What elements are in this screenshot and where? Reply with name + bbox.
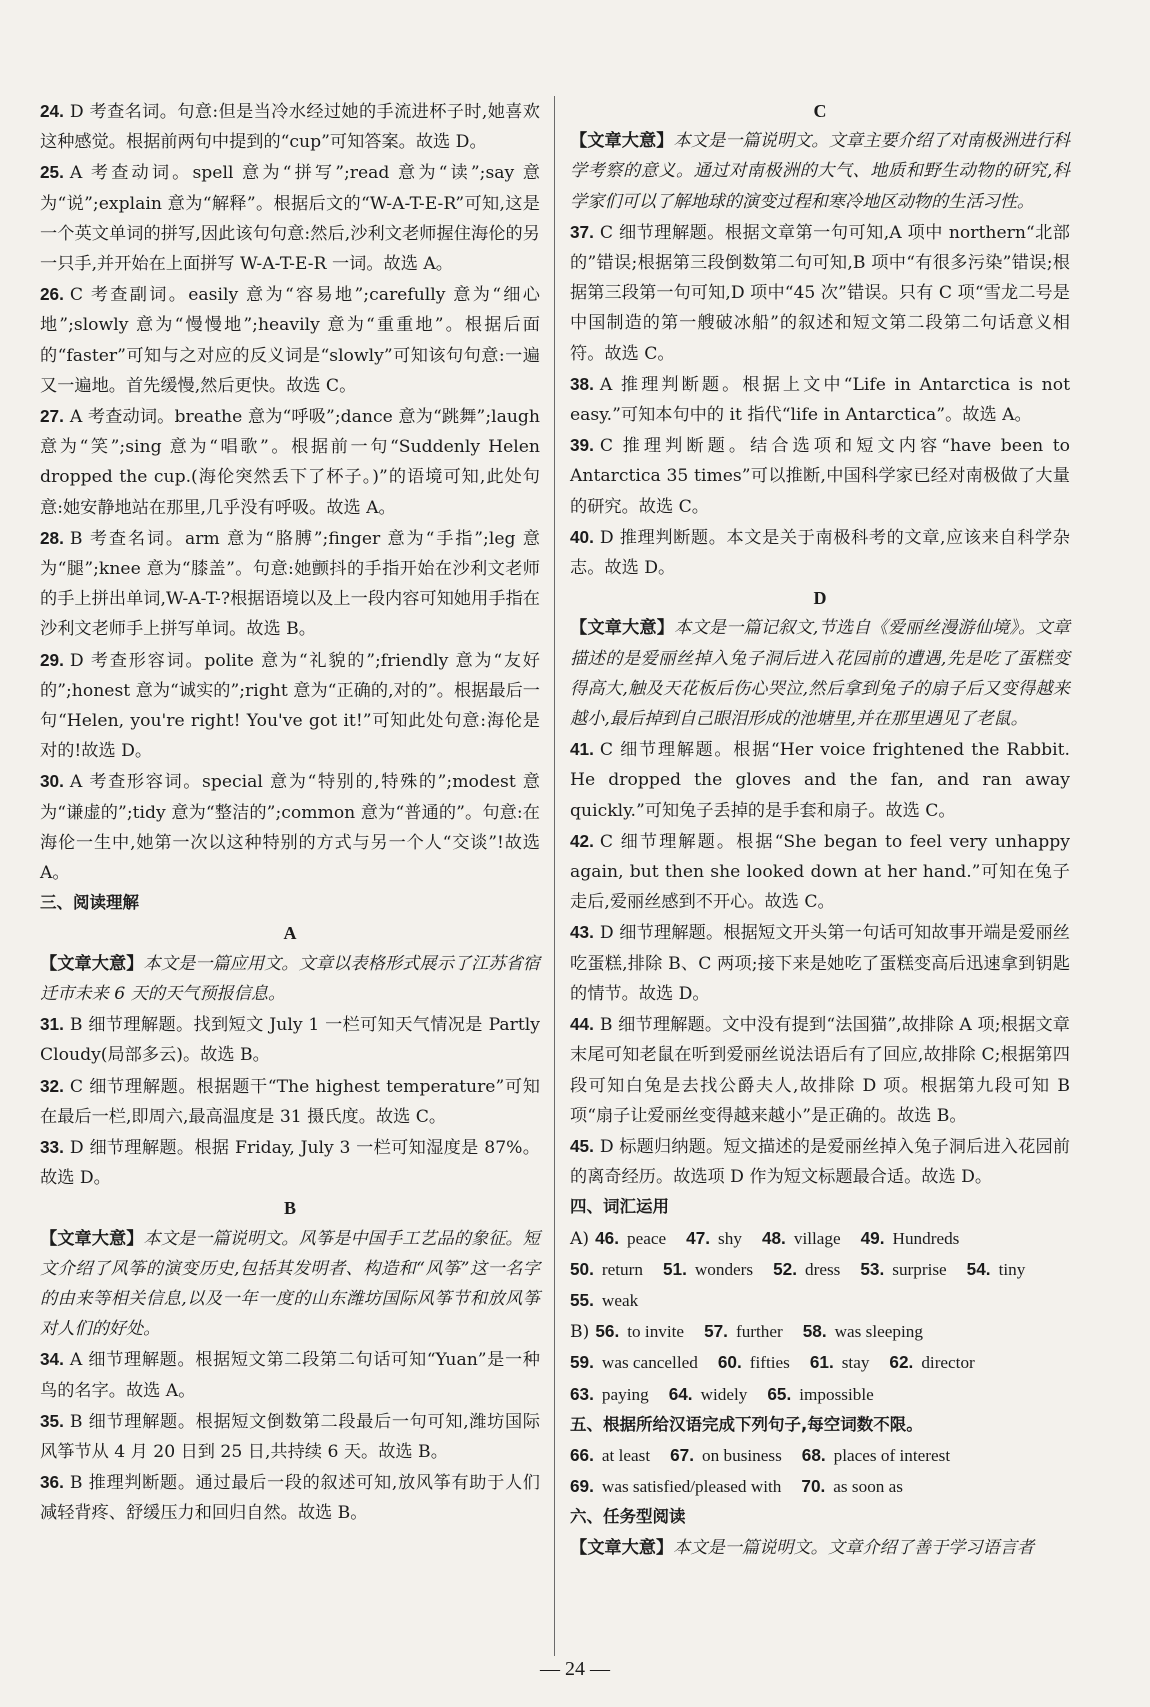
section-heading-task-reading: 六、任务型阅读 [570,1507,686,1527]
answer-text: widely [700,1384,748,1404]
answer-word [801,1471,903,1502]
answer-item [40,1071,540,1132]
answer-item [570,734,1070,826]
answer-explanation: A 推理判断题。根据上文中“Life in Antarctica is not easy.”可知本句中的 it 指代“life in Antarctica”。故选 A。 [570,374,1070,426]
answer-word [570,1347,698,1378]
answer-line [570,1223,1070,1254]
answer-item [40,1406,540,1467]
answer-text: village [793,1228,841,1248]
question-number: 66. [570,1444,594,1465]
passage-summary-b [40,1224,540,1345]
answer-line [570,1285,1070,1316]
answer-item [570,1009,1070,1131]
answer-word [663,1254,753,1285]
answer-item [570,522,1070,583]
question-number: 57. [704,1321,728,1342]
answer-text: as soon as [833,1477,903,1497]
question-number: 24. [40,101,64,121]
answer-explanation: D 推理判断题。本文是关于南极科考的文章,应该来自科学杂志。故选 D。 [570,527,1070,579]
summary-tag: 【文章大意】 [40,953,144,974]
answer-word [595,1223,666,1254]
answer-item [570,917,1070,1009]
question-number: 35. [40,1410,64,1431]
answer-explanation: D 考查形容词。polite 意为“礼貌的”;friendly 意为“友好的”;honest 意为“诚实的”;right 意为“正确的,对的”。根据最后一句“Helen, you're right! You've got it!”可知此处句意:海伦是对的!故选 D。 [40,650,540,762]
passage-label-d: D [813,588,827,609]
answer-word [860,1254,946,1285]
answer-line [570,1471,1070,1502]
answer-text: to invite [627,1322,685,1342]
answer-text: peace [627,1228,667,1248]
answer-word [670,1440,782,1471]
question-number: 33. [40,1136,64,1157]
question-number: 64. [668,1383,693,1404]
answer-word [704,1316,783,1347]
question-number: 56. [595,1321,620,1342]
answer-text: impossible [799,1384,874,1404]
section-heading-reading: 三、阅读理解 [40,893,139,913]
answer-word [686,1223,742,1254]
question-number: 39. [570,435,594,456]
part-label: A) [570,1228,590,1249]
answer-item [40,766,540,888]
answer-explanation: C 考查副词。easily 意为“容易地”;carefully 意为“细心地”;slowly 意为“慢慢地”;heavily 意为“重重地”。根据后面的“faster”可知与之对应的反义词是“slowly”可知该句句意:一遍又一遍地。首先缓慢,然后更快。故选 C。 [40,285,540,396]
answer-item [40,1467,540,1528]
answer-word [595,1316,684,1347]
answer-text: at least [601,1445,651,1465]
question-number: 69. [570,1476,594,1497]
answer-word [570,1254,643,1285]
question-number: 44. [570,1014,594,1035]
question-number: 32. [40,1075,64,1096]
answer-word [810,1347,870,1378]
question-number: 38. [570,373,594,394]
answer-word [718,1347,790,1378]
summary-text: 本文是一篇说明文。风筝是中国手工艺品的象征。短文介绍了风筝的演变历史,包括其发明者、构造和“风筝”这一名字的由来等相关信息,以及一年一度的山东潍坊国际风筝节和放风筝对人们的好处。 [40,1228,540,1340]
question-number: 41. [570,739,594,760]
question-number: 36. [40,1472,64,1493]
right-column [570,96,1070,1563]
answer-item [570,826,1070,918]
summary-tag: 【文章大意】 [570,131,674,152]
answer-explanation: C 推理判断题。结合选项和短文内容“have been to Antarctica 35 times”可以推断,中国科学家已经对南极做了大量的研究。故选 C。 [570,436,1070,517]
answer-text: was satisfied/pleased with [601,1477,782,1497]
vocab-answers-a [570,1223,1070,1317]
answer-text: weak [601,1290,639,1310]
answer-text: shy [718,1228,742,1248]
answer-text: return [601,1259,643,1279]
answer-explanation: C 细节理解题。根据文章第一句可知,A 项中 northern“北部的”错误;根据第三段倒数第二句可知,B 项中“有很多污染”错误;根据第三段第一句可知,D 项中“45 次”错误。只有 C 项“雪龙二号是中国制造的第一艘破冰船”的叙述和短文第二段第二句话意义相符。故选 C。 [570,222,1070,364]
answer-text: places of interest [833,1445,951,1465]
reading-c-answers [570,217,1070,583]
summary-text: 本文是一篇说明文。文章介绍了善于学习语言者 [673,1537,1035,1558]
answer-explanation: A 考查动词。breathe 意为“呼吸”;dance 意为“跳舞”;laugh 意为“笑”;sing 意为“唱歌”。根据前一句“Suddenly Helen dropped the cup.(海伦突然丢下了杯子。)”的语境可知,此处句意:她安静地站在那里,几乎没有呼吸。故选 A。 [40,407,540,518]
question-number: 70. [801,1476,826,1497]
question-number: 60. [717,1352,742,1373]
answer-item [40,1132,540,1193]
section-heading-sentences: 五、根据所给汉语完成下列句子,每空词数不限。 [570,1414,923,1434]
answer-explanation: D 细节理解题。根据 Friday, July 3 一栏可知湿度是 87%。故选 D。 [40,1137,540,1189]
passage-label-c: C [813,101,827,121]
answer-item [570,217,1070,369]
answer-word [570,1379,649,1410]
question-number: 61. [809,1352,834,1373]
answer-text: tiny [998,1259,1026,1279]
answer-word [570,1285,638,1316]
answer-explanation: B 细节理解题。找到短文 July 1 一栏可知天气情况是 Partly Cloudy(局部多云)。故选 B。 [40,1015,540,1066]
question-number: 47. [686,1227,711,1248]
answer-item [40,1344,540,1405]
answer-line [570,1254,1070,1285]
question-number: 30. [40,771,64,792]
question-number: 62. [889,1352,914,1373]
answer-item [40,401,540,523]
reading-d-answers [570,734,1070,1192]
question-number: 42. [570,830,594,851]
answer-word [802,1440,950,1471]
summary-tag: 【文章大意】 [40,1228,144,1249]
question-number: 50. [570,1258,594,1279]
passage-summary-d [570,613,1070,734]
answer-item [40,96,540,157]
question-number: 28. [40,527,64,548]
question-number: 53. [860,1258,885,1279]
summary-text: 本文是一篇记叙文,节选自《爱丽丝漫游仙境》。文章描述的是爱丽丝掉入兔子洞后进入花园前的遭遇,先是吃了蛋糕变得高大,触及天花板后伤心哭泣,然后拿到兔子的扇子后又变得越来越小,最后掉到自己眼泪形成的池塘里,并在那里遇见了老鼠。 [570,618,1070,730]
question-number: 45. [570,1135,594,1156]
answer-explanation: B 推理判断题。通过最后一段的叙述可知,放风筝有助于人们减轻背疼、舒缓压力和回归自然。故选 B。 [40,1473,540,1524]
question-number: 63. [570,1383,594,1404]
answer-word [570,1440,650,1471]
passage-summary-c [570,126,1070,217]
summary-tag: 【文章大意】 [570,1537,674,1558]
left-column [40,96,540,1529]
answer-line [570,1316,1070,1347]
question-number: 37. [570,221,594,242]
answer-line [570,1379,1070,1410]
answer-text: director [921,1353,975,1373]
answer-word [861,1223,960,1254]
question-number: 40. [570,526,594,547]
answer-explanation: A 考查动词。spell 意为“拼写”;read 意为“读”;say 意为“说”;explain 意为“解释”。根据后文的“W-A-T-E-R”可知,这是一个英文单词的拼写,因此该句句意:然后,沙利文老师握住海伦的另一只手,并开始在上面拼写 W-A-T-E-R 一词。故选 A。 [40,163,540,275]
part-label: B) [570,1322,590,1343]
answer-explanation: D 细节理解题。根据短文开头第一句话可知故事开端是爱丽丝吃蛋糕,排除 B、C 两项;接下来是她吃了蛋糕变高后迅速拿到钥匙的情节。故选 D。 [570,923,1070,1004]
answer-word [570,1471,781,1502]
answer-item [40,157,540,279]
answer-explanation: D 考查名词。句意:但是当冷水经过她的手流进杯子时,她喜欢这种感觉。根据前两句中提到的“cup”可知答案。故选 D。 [40,102,540,153]
answer-explanation: A 考查形容词。special 意为“特别的,特殊的”;modest 意为“谦虚的”;tidy 意为“整洁的”;common 意为“普通的”。句意:在海伦一生中,她第一次以这种特别的方式与另一个人“交谈”!故选 A。 [40,772,540,884]
summary-text: 本文是一篇说明文。文章主要介绍了对南极洲进行科学考察的意义。通过对南极洲的大气、地质和野生动物的研究,科学家们可以了解地球的演变过程和寒冷地区动物的生活习性。 [570,131,1070,212]
answer-text: was sleeping [834,1322,923,1342]
answer-word [669,1379,748,1410]
question-number: 25. [40,162,64,183]
vocab-answers-b [570,1316,1070,1410]
answer-word [967,1254,1026,1285]
summary-tag: 【文章大意】 [570,618,675,639]
answer-word [773,1254,840,1285]
question-number: 65. [767,1383,792,1404]
question-number: 59. [570,1352,594,1373]
answer-item [570,1131,1070,1192]
question-number: 52. [773,1258,798,1279]
answer-text: dress [805,1259,841,1279]
question-number: 55. [570,1289,594,1310]
question-number: 26. [40,284,64,305]
answer-text: on business [702,1445,782,1465]
answer-word [803,1316,923,1347]
answer-explanation: B 细节理解题。根据短文倒数第二段最后一句可知,潍坊国际风筝节从 4 月 20 日到 25 日,共持续 6 天。故选 B。 [40,1411,540,1462]
cloze-answers [40,96,540,888]
question-number: 29. [40,649,64,670]
question-number: 48. [761,1227,786,1248]
answer-explanation: D 标题归纳题。短文描述的是爱丽丝掉入兔子洞后进入花园前的离奇经历。故选项 D 作为短文标题最合适。故选 D。 [570,1136,1070,1188]
answer-word [889,1347,974,1378]
question-number: 54. [966,1258,991,1279]
question-number: 31. [40,1014,64,1035]
passage-summary-a [40,949,540,1009]
answer-explanation: A 细节理解题。根据短文第二段第二句话可知“Yuan”是一种鸟的名字。故选 A。 [40,1350,540,1401]
column-divider [554,96,555,1656]
question-number: 34. [40,1349,64,1370]
answer-explanation: B 考查名词。arm 意为“胳膊”;finger 意为“手指”;leg 意为“腿”;knee 意为“膝盖”。句意:她颤抖的手指开始在沙利文老师的手上拼出单词,W-A-T-?根据语境以及上一段内容可知她用手指在沙利文老师手上拼写单词。故选 B。 [40,528,540,640]
question-number: 51. [662,1258,687,1279]
passage-label-a: A [283,923,297,944]
question-number: 27. [40,406,64,427]
answer-line [570,1347,1070,1378]
answer-text: further [735,1322,783,1342]
reading-a-answers [40,1009,540,1193]
answer-explanation: C 细节理解题。根据题干“The highest temperature”可知在最后一栏,即周六,最高温度是 31 摄氏度。故选 C。 [40,1076,540,1127]
reading-b-answers [40,1344,540,1528]
answer-text: Hundreds [892,1228,960,1248]
question-number: 68. [801,1444,826,1465]
answer-text: surprise [892,1259,947,1279]
answer-line [570,1440,1070,1471]
passage-label-b: B [283,1198,296,1219]
sentence-answers [570,1440,1070,1502]
answer-text: paying [601,1384,649,1404]
answer-item [40,1009,540,1070]
page-number: — 24 — [540,1658,610,1680]
answer-text: stay [841,1353,870,1373]
answer-text: wonders [694,1259,754,1279]
answer-word [767,1379,873,1410]
answer-word [762,1223,841,1254]
question-number: 46. [595,1227,620,1248]
answer-item [40,279,540,401]
summary-text: 本文是一篇应用文。文章以表格形式展示了江苏省宿迁市未来 6 天的天气预报信息。 [40,953,540,1004]
answer-text: was cancelled [601,1353,698,1373]
answer-item [570,430,1070,522]
answer-item [40,645,540,767]
answer-text: fifties [749,1353,790,1373]
answer-item [570,369,1070,430]
section-heading-vocab: 四、词汇运用 [570,1197,669,1217]
answer-explanation: B 细节理解题。文中没有提到“法国猫”,故排除 A 项;根据文章末尾可知老鼠在听到爱丽丝说法语后有了回应,故排除 C;根据第四段可知白兔是去找公爵夫人,故排除 D 项。根据第九段可知 B 项“扇子让爱丽丝变得越来越小”是正确的。故选 B。 [570,1015,1070,1126]
answer-explanation: C 细节理解题。根据“Her voice frightened the Rabbit. He dropped the gloves and the fan, and ran away quickly.”可知兔子丢掉的是手套和扇子。故选 C。 [570,740,1070,821]
passage-summary-task [570,1533,1070,1563]
question-number: 58. [802,1321,827,1342]
answer-explanation: C 细节理解题。根据“She began to feel very unhappy again, but then she looked down at her hand.”可知在兔子走后,爱丽丝感到不开心。故选 C。 [570,831,1070,913]
question-number: 49. [860,1227,885,1248]
answer-item [40,523,540,645]
question-number: 67. [670,1444,695,1465]
question-number: 43. [570,922,594,943]
